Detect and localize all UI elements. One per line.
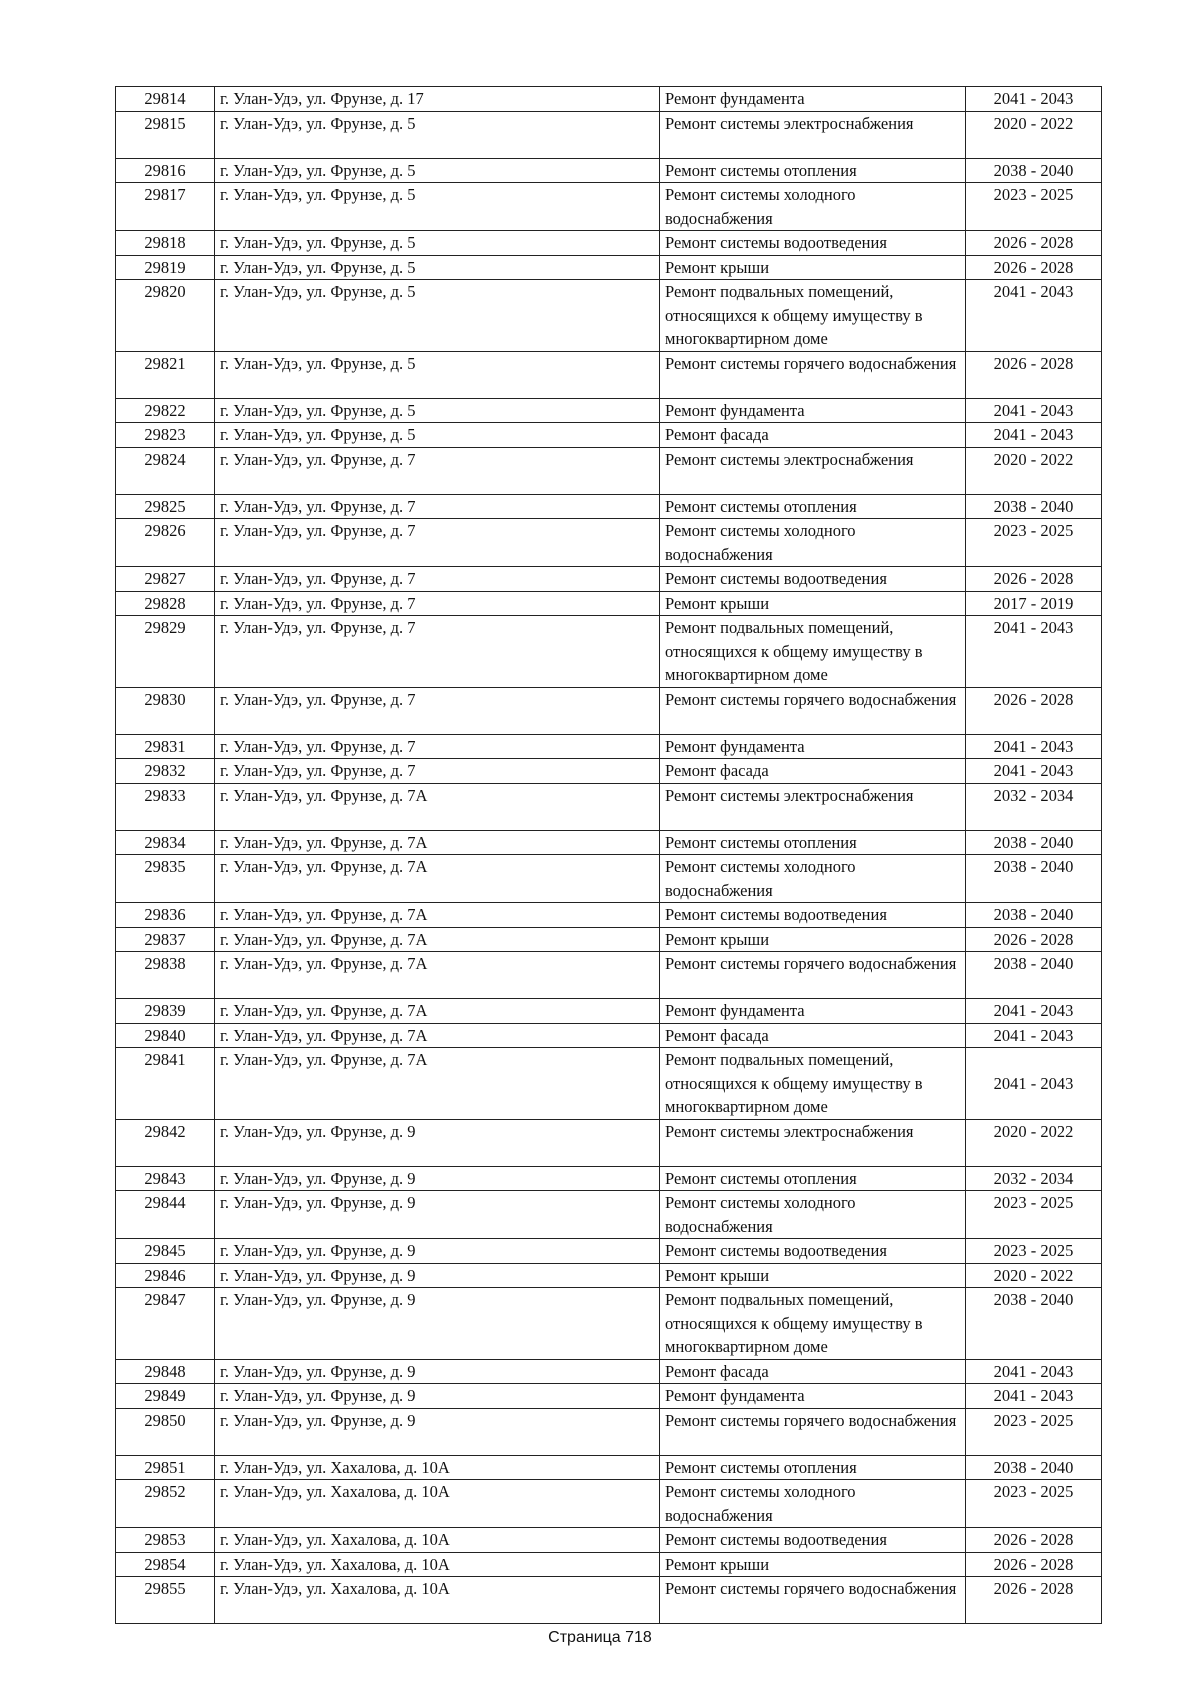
row-id: 29850 (116, 1408, 215, 1455)
row-period: 2041 - 2043 (966, 1384, 1102, 1409)
row-address: г. Улан-Удэ, ул. Фрунзе, д. 7А (215, 1023, 660, 1048)
row-period: 2023 - 2025 (966, 1239, 1102, 1264)
row-address: г. Улан-Удэ, ул. Хахалова, д. 10А (215, 1577, 660, 1624)
row-work-type: Ремонт системы электроснабжения (660, 783, 966, 830)
table-row (116, 783, 1102, 830)
table-row (116, 280, 1102, 352)
table-row (116, 855, 1102, 903)
table-row (116, 494, 1102, 519)
row-period: 2041 - 2043 (966, 1048, 1102, 1120)
row-id: 29847 (116, 1288, 215, 1360)
row-address: г. Улан-Удэ, ул. Фрунзе, д. 7 (215, 616, 660, 688)
row-address: г. Улан-Удэ, ул. Хахалова, д. 10А (215, 1552, 660, 1577)
row-work-type: Ремонт фундамента (660, 1384, 966, 1409)
row-period: 2026 - 2028 (966, 567, 1102, 592)
row-id: 29832 (116, 759, 215, 784)
row-id: 29825 (116, 494, 215, 519)
table-row (116, 1480, 1102, 1528)
table-row (116, 1384, 1102, 1409)
table-row (116, 830, 1102, 855)
row-work-type: Ремонт системы горячего водоснабжения (660, 1408, 966, 1455)
table-row (116, 1191, 1102, 1239)
row-address: г. Улан-Удэ, ул. Фрунзе, д. 9 (215, 1119, 660, 1166)
row-work-type: Ремонт подвальных помещений, относящихся к общему имуществу в многоквартирном доме (660, 280, 966, 352)
row-work-type: Ремонт крыши (660, 1263, 966, 1288)
row-work-type: Ремонт подвальных помещений, относящихся к общему имуществу в многоквартирном доме (660, 1048, 966, 1120)
row-work-type: Ремонт системы водоотведения (660, 903, 966, 928)
row-id: 29826 (116, 519, 215, 567)
table-row (116, 447, 1102, 494)
row-work-type: Ремонт системы холодного водоснабжения (660, 519, 966, 567)
row-id: 29838 (116, 952, 215, 999)
row-period: 2032 - 2034 (966, 783, 1102, 830)
row-work-type: Ремонт фундамента (660, 734, 966, 759)
table-row (116, 591, 1102, 616)
table-row (116, 734, 1102, 759)
row-work-type: Ремонт системы холодного водоснабжения (660, 1191, 966, 1239)
row-address: г. Улан-Удэ, ул. Фрунзе, д. 7 (215, 567, 660, 592)
row-id: 29853 (116, 1528, 215, 1553)
row-address: г. Улан-Удэ, ул. Фрунзе, д. 5 (215, 398, 660, 423)
row-period: 2041 - 2043 (966, 999, 1102, 1024)
row-period: 2032 - 2034 (966, 1166, 1102, 1191)
row-work-type: Ремонт фундамента (660, 87, 966, 112)
row-period: 2041 - 2043 (966, 1023, 1102, 1048)
row-address: г. Улан-Удэ, ул. Фрунзе, д. 7А (215, 855, 660, 903)
row-work-type: Ремонт фасада (660, 1359, 966, 1384)
row-period: 2041 - 2043 (966, 423, 1102, 448)
table-row (116, 423, 1102, 448)
table-row (116, 903, 1102, 928)
row-address: г. Улан-Удэ, ул. Фрунзе, д. 9 (215, 1408, 660, 1455)
table-row (116, 398, 1102, 423)
row-period: 2026 - 2028 (966, 1577, 1102, 1624)
row-work-type: Ремонт системы холодного водоснабжения (660, 1480, 966, 1528)
row-id: 29837 (116, 927, 215, 952)
row-work-type: Ремонт системы электроснабжения (660, 111, 966, 158)
row-work-type: Ремонт системы горячего водоснабжения (660, 952, 966, 999)
row-address: г. Улан-Удэ, ул. Фрунзе, д. 7 (215, 734, 660, 759)
row-period: 2026 - 2028 (966, 1528, 1102, 1553)
row-work-type: Ремонт системы электроснабжения (660, 447, 966, 494)
row-id: 29843 (116, 1166, 215, 1191)
table-body (116, 87, 1102, 1624)
row-id: 29815 (116, 111, 215, 158)
table-row (116, 952, 1102, 999)
row-address: г. Улан-Удэ, ул. Хахалова, д. 10А (215, 1455, 660, 1480)
row-id: 29827 (116, 567, 215, 592)
row-id: 29839 (116, 999, 215, 1024)
row-work-type: Ремонт системы водоотведения (660, 1239, 966, 1264)
row-id: 29854 (116, 1552, 215, 1577)
row-work-type: Ремонт крыши (660, 1552, 966, 1577)
table-row (116, 567, 1102, 592)
row-address: г. Улан-Удэ, ул. Хахалова, д. 10А (215, 1480, 660, 1528)
row-work-type: Ремонт фундамента (660, 999, 966, 1024)
row-work-type: Ремонт фасада (660, 759, 966, 784)
row-address: г. Улан-Удэ, ул. Фрунзе, д. 7 (215, 494, 660, 519)
table-row (116, 351, 1102, 398)
table-row (116, 87, 1102, 112)
row-address: г. Улан-Удэ, ул. Фрунзе, д. 7 (215, 759, 660, 784)
row-id: 29831 (116, 734, 215, 759)
row-address: г. Улан-Удэ, ул. Хахалова, д. 10А (215, 1528, 660, 1553)
row-address: г. Улан-Удэ, ул. Фрунзе, д. 9 (215, 1384, 660, 1409)
row-work-type: Ремонт системы холодного водоснабжения (660, 183, 966, 231)
row-work-type: Ремонт крыши (660, 255, 966, 280)
row-period: 2023 - 2025 (966, 1191, 1102, 1239)
row-id: 29846 (116, 1263, 215, 1288)
row-period: 2041 - 2043 (966, 759, 1102, 784)
row-address: г. Улан-Удэ, ул. Фрунзе, д. 5 (215, 231, 660, 256)
row-period: 2020 - 2022 (966, 1263, 1102, 1288)
row-address: г. Улан-Удэ, ул. Фрунзе, д. 7А (215, 952, 660, 999)
row-address: г. Улан-Удэ, ул. Фрунзе, д. 5 (215, 255, 660, 280)
row-work-type: Ремонт системы холодного водоснабжения (660, 855, 966, 903)
row-address: г. Улан-Удэ, ул. Фрунзе, д. 9 (215, 1166, 660, 1191)
row-period: 2020 - 2022 (966, 447, 1102, 494)
row-work-type: Ремонт системы водоотведения (660, 231, 966, 256)
row-address: г. Улан-Удэ, ул. Фрунзе, д. 7А (215, 830, 660, 855)
row-work-type: Ремонт системы отопления (660, 1166, 966, 1191)
row-id: 29840 (116, 1023, 215, 1048)
row-period: 2023 - 2025 (966, 519, 1102, 567)
row-address: г. Улан-Удэ, ул. Фрунзе, д. 7 (215, 447, 660, 494)
row-id: 29841 (116, 1048, 215, 1120)
row-period: 2038 - 2040 (966, 1288, 1102, 1360)
row-work-type: Ремонт фундамента (660, 398, 966, 423)
table-row (116, 1552, 1102, 1577)
table-row (116, 1288, 1102, 1360)
row-address: г. Улан-Удэ, ул. Фрунзе, д. 7А (215, 999, 660, 1024)
row-id: 29852 (116, 1480, 215, 1528)
row-period: 2026 - 2028 (966, 927, 1102, 952)
table-row (116, 616, 1102, 688)
capital-repair-table (115, 86, 1102, 1624)
row-address: г. Улан-Удэ, ул. Фрунзе, д. 5 (215, 280, 660, 352)
row-id: 29842 (116, 1119, 215, 1166)
row-work-type: Ремонт системы отопления (660, 1455, 966, 1480)
row-id: 29822 (116, 398, 215, 423)
row-address: г. Улан-Удэ, ул. Фрунзе, д. 5 (215, 158, 660, 183)
row-id: 29851 (116, 1455, 215, 1480)
row-address: г. Улан-Удэ, ул. Фрунзе, д. 5 (215, 423, 660, 448)
row-id: 29849 (116, 1384, 215, 1409)
table-row (116, 1577, 1102, 1624)
row-id: 29819 (116, 255, 215, 280)
row-id: 29823 (116, 423, 215, 448)
row-address: г. Улан-Удэ, ул. Фрунзе, д. 5 (215, 183, 660, 231)
row-id: 29820 (116, 280, 215, 352)
row-work-type: Ремонт системы водоотведения (660, 567, 966, 592)
row-period: 2041 - 2043 (966, 398, 1102, 423)
row-id: 29824 (116, 447, 215, 494)
row-work-type: Ремонт крыши (660, 591, 966, 616)
row-period: 2026 - 2028 (966, 687, 1102, 734)
table-row (116, 1048, 1102, 1120)
row-period: 2041 - 2043 (966, 87, 1102, 112)
row-address: г. Улан-Удэ, ул. Фрунзе, д. 5 (215, 111, 660, 158)
row-address: г. Улан-Удэ, ул. Фрунзе, д. 9 (215, 1263, 660, 1288)
row-id: 29817 (116, 183, 215, 231)
row-period: 2026 - 2028 (966, 231, 1102, 256)
row-id: 29848 (116, 1359, 215, 1384)
table-row (116, 1359, 1102, 1384)
row-id: 29845 (116, 1239, 215, 1264)
table-row (116, 519, 1102, 567)
table-row (116, 1263, 1102, 1288)
table-row (116, 999, 1102, 1024)
row-work-type: Ремонт подвальных помещений, относящихся к общему имуществу в многоквартирном доме (660, 616, 966, 688)
table-row (116, 1408, 1102, 1455)
row-work-type: Ремонт системы горячего водоснабжения (660, 1577, 966, 1624)
row-id: 29814 (116, 87, 215, 112)
row-period: 2038 - 2040 (966, 903, 1102, 928)
row-address: г. Улан-Удэ, ул. Фрунзе, д. 9 (215, 1288, 660, 1360)
row-id: 29844 (116, 1191, 215, 1239)
row-address: г. Улан-Удэ, ул. Фрунзе, д. 9 (215, 1191, 660, 1239)
row-work-type: Ремонт системы отопления (660, 158, 966, 183)
row-work-type: Ремонт подвальных помещений, относящихся к общему имуществу в многоквартирном доме (660, 1288, 966, 1360)
row-address: г. Улан-Удэ, ул. Фрунзе, д. 7 (215, 591, 660, 616)
row-period: 2038 - 2040 (966, 830, 1102, 855)
row-work-type: Ремонт системы отопления (660, 830, 966, 855)
row-id: 29830 (116, 687, 215, 734)
row-period: 2038 - 2040 (966, 494, 1102, 519)
row-id: 29833 (116, 783, 215, 830)
table-row (116, 183, 1102, 231)
row-period: 2017 - 2019 (966, 591, 1102, 616)
row-period: 2041 - 2043 (966, 734, 1102, 759)
row-id: 29816 (116, 158, 215, 183)
row-id: 29855 (116, 1577, 215, 1624)
table-row (116, 1023, 1102, 1048)
row-id: 29821 (116, 351, 215, 398)
table-row (116, 255, 1102, 280)
page-number: Страница 718 (548, 1629, 652, 1646)
row-address: г. Улан-Удэ, ул. Фрунзе, д. 5 (215, 351, 660, 398)
row-address: г. Улан-Удэ, ул. Фрунзе, д. 7А (215, 903, 660, 928)
row-work-type: Ремонт системы водоотведения (660, 1528, 966, 1553)
table-row (116, 927, 1102, 952)
row-id: 29835 (116, 855, 215, 903)
table-row (116, 1119, 1102, 1166)
row-period: 2020 - 2022 (966, 111, 1102, 158)
table-row (116, 111, 1102, 158)
row-work-type: Ремонт системы горячего водоснабжения (660, 351, 966, 398)
row-period: 2038 - 2040 (966, 1455, 1102, 1480)
table-row (116, 1455, 1102, 1480)
table-row (116, 1239, 1102, 1264)
row-address: г. Улан-Удэ, ул. Фрунзе, д. 7А (215, 783, 660, 830)
row-address: г. Улан-Удэ, ул. Фрунзе, д. 7 (215, 519, 660, 567)
row-address: г. Улан-Удэ, ул. Фрунзе, д. 9 (215, 1359, 660, 1384)
row-period: 2023 - 2025 (966, 1480, 1102, 1528)
table-row (116, 687, 1102, 734)
row-work-type: Ремонт системы горячего водоснабжения (660, 687, 966, 734)
table-row (116, 1166, 1102, 1191)
row-period: 2041 - 2043 (966, 616, 1102, 688)
row-period: 2041 - 2043 (966, 280, 1102, 352)
row-address: г. Улан-Удэ, ул. Фрунзе, д. 7 (215, 687, 660, 734)
row-period: 2026 - 2028 (966, 1552, 1102, 1577)
row-period: 2023 - 2025 (966, 1408, 1102, 1455)
row-address: г. Улан-Удэ, ул. Фрунзе, д. 17 (215, 87, 660, 112)
row-id: 29836 (116, 903, 215, 928)
row-period: 2038 - 2040 (966, 952, 1102, 999)
row-id: 29829 (116, 616, 215, 688)
row-work-type: Ремонт системы электроснабжения (660, 1119, 966, 1166)
table-row (116, 231, 1102, 256)
table-row (116, 1528, 1102, 1553)
row-period: 2020 - 2022 (966, 1119, 1102, 1166)
row-period: 2038 - 2040 (966, 855, 1102, 903)
row-address: г. Улан-Удэ, ул. Фрунзе, д. 7А (215, 927, 660, 952)
row-id: 29828 (116, 591, 215, 616)
row-address: г. Улан-Удэ, ул. Фрунзе, д. 7А (215, 1048, 660, 1120)
row-period: 2038 - 2040 (966, 158, 1102, 183)
row-period: 2026 - 2028 (966, 351, 1102, 398)
row-address: г. Улан-Удэ, ул. Фрунзе, д. 9 (215, 1239, 660, 1264)
table-row (116, 759, 1102, 784)
row-work-type: Ремонт крыши (660, 927, 966, 952)
row-work-type: Ремонт фасада (660, 1023, 966, 1048)
row-id: 29818 (116, 231, 215, 256)
table-row (116, 158, 1102, 183)
row-period: 2023 - 2025 (966, 183, 1102, 231)
row-work-type: Ремонт фасада (660, 423, 966, 448)
row-period: 2026 - 2028 (966, 255, 1102, 280)
row-period: 2041 - 2043 (966, 1359, 1102, 1384)
row-work-type: Ремонт системы отопления (660, 494, 966, 519)
row-id: 29834 (116, 830, 215, 855)
